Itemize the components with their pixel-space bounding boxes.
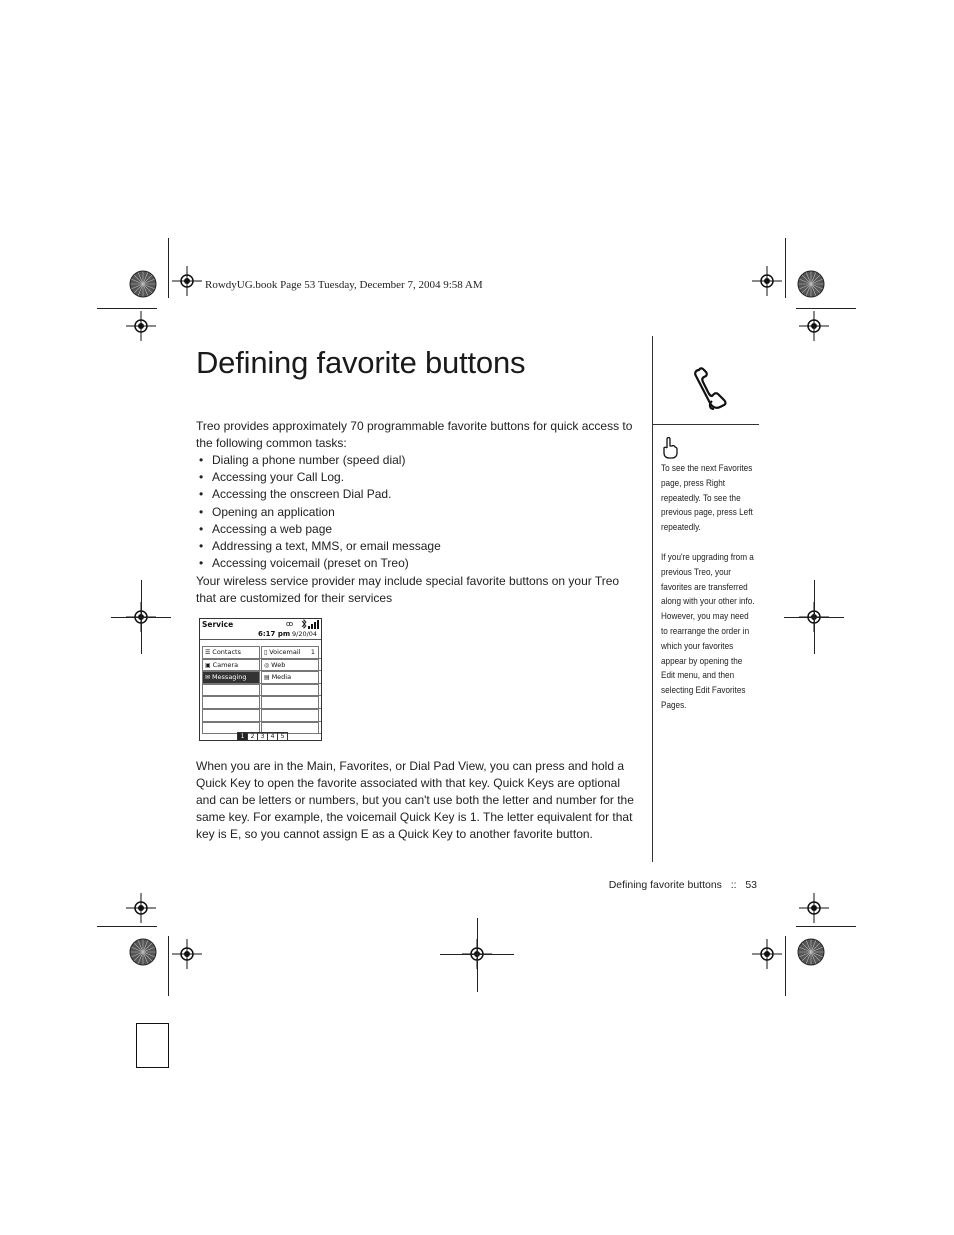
crop-mark-line bbox=[168, 238, 169, 298]
intro-paragraph: Treo provides approximately 70 programmable favorite buttons for quick access to the following common tasks: bbox=[196, 419, 633, 450]
crop-mark-line bbox=[141, 580, 142, 654]
table-row bbox=[202, 709, 321, 722]
pointing-hand-icon bbox=[661, 437, 679, 464]
list-item: • Accessing the onscreen Dial Pad. bbox=[196, 486, 641, 503]
print-header: RowdyUG.book Page 53 Tuesday, December 7, 2004 9:58 AM bbox=[205, 279, 483, 291]
page-tab-2[interactable]: 2 bbox=[247, 732, 258, 741]
sidebar-divider bbox=[652, 336, 653, 862]
crop-mark-line bbox=[785, 936, 786, 996]
sidebar-tips bbox=[661, 462, 757, 729]
favorite-button-messaging[interactable]: ✉ Messaging bbox=[202, 671, 260, 683]
registration-crosshair-icon bbox=[752, 939, 782, 969]
crop-mark-line bbox=[168, 936, 169, 996]
sidebar-divider bbox=[652, 424, 759, 425]
page-footer bbox=[580, 879, 757, 891]
registration-crosshair-icon bbox=[172, 939, 202, 969]
page-selector bbox=[237, 732, 287, 741]
favorites-grid bbox=[202, 646, 321, 734]
favorite-button-empty[interactable] bbox=[261, 709, 319, 721]
page-tab-1[interactable]: 1 bbox=[237, 732, 248, 741]
crop-mark-line bbox=[814, 580, 815, 654]
favorite-button-media[interactable]: ▤ Media bbox=[261, 671, 319, 683]
tip-next-page: To see the next Favorites page, press Right repeatedly. To see the previous page, press Left repeatedly. bbox=[661, 463, 753, 534]
thumb-tab-box bbox=[136, 1023, 169, 1068]
favorite-button-voicemail[interactable]: ▯ Voicemail 1 bbox=[261, 646, 319, 658]
task-list bbox=[196, 452, 641, 572]
list-item: • Dialing a phone number (speed dial) bbox=[196, 452, 641, 469]
service-label: Service bbox=[202, 620, 234, 629]
table-row bbox=[202, 671, 321, 684]
quick-keys-paragraph: When you are in the Main, Favorites, or Dial Pad View, you can press and hold a Quick Key to open the favorite associated with that key. Quick Keys are optional and can be letters or numbers, but you can't use both the letter and number for the same key. For example, the voicemail Quick Key is 1. The letter equivalent for that key is E, so you cannot assign E as a Quick Key to another favorite button. bbox=[196, 759, 634, 841]
sunburst-registration-icon bbox=[797, 270, 825, 298]
screenshot-status-bar bbox=[200, 619, 321, 641]
favorite-button-empty[interactable] bbox=[202, 709, 260, 721]
list-item: • Accessing voicemail (preset on Treo) bbox=[196, 555, 641, 572]
page-tab-5[interactable]: 5 bbox=[277, 732, 288, 741]
crop-mark-line bbox=[796, 926, 856, 927]
page-number: 53 bbox=[745, 879, 757, 891]
favorite-button-empty[interactable] bbox=[202, 696, 260, 708]
registration-crosshair-icon bbox=[172, 266, 202, 296]
page-tab-4[interactable]: 4 bbox=[267, 732, 278, 741]
favorite-button-empty[interactable] bbox=[202, 684, 260, 696]
list-item: • Accessing your Call Log. bbox=[196, 469, 641, 486]
favorite-button-contacts[interactable]: ☰ Contacts bbox=[202, 646, 260, 658]
favorite-button-web[interactable]: ◎ Web bbox=[261, 659, 319, 671]
registration-crosshair-icon bbox=[799, 311, 829, 341]
page-title: Defining favorite buttons bbox=[196, 345, 526, 380]
table-row bbox=[202, 684, 321, 697]
sunburst-registration-icon bbox=[129, 938, 157, 966]
favorite-button-empty[interactable] bbox=[261, 684, 319, 696]
list-item: • Addressing a text, MMS, or email message bbox=[196, 538, 641, 555]
crop-mark-line bbox=[785, 238, 786, 298]
sunburst-registration-icon bbox=[797, 938, 825, 966]
crop-mark-line bbox=[796, 308, 856, 309]
crop-mark-line bbox=[97, 308, 157, 309]
favorite-button-empty[interactable] bbox=[261, 696, 319, 708]
table-row bbox=[202, 646, 321, 659]
clock-time: 6:17 pm bbox=[258, 630, 291, 638]
clock-date: 9/20/04 bbox=[292, 630, 318, 638]
favorite-button-camera[interactable]: ▣ Camera bbox=[202, 659, 260, 671]
provider-paragraph: Your wireless service provider may include special favorite buttons on your Treo that are customized for their services bbox=[196, 574, 620, 605]
divider bbox=[200, 639, 321, 640]
table-row bbox=[202, 696, 321, 709]
registration-crosshair-icon bbox=[126, 893, 156, 923]
page-tab-3[interactable]: 3 bbox=[257, 732, 268, 741]
voicemail-indicator-icon: ꝏ bbox=[286, 620, 294, 628]
tip-upgrading: If you're upgrading from a previous Treo, your favorites are transferred along with your other info. However, you may need to rearrange the order in which your favorites appear by opening the Edit menu, and then selecting Edit Favorites Pages. bbox=[661, 551, 755, 711]
list-item: • Accessing a web page bbox=[196, 521, 641, 538]
phone-icon bbox=[690, 363, 730, 418]
crop-mark-line bbox=[477, 918, 478, 992]
registration-crosshair-icon bbox=[799, 893, 829, 923]
footer-separator: :: bbox=[730, 879, 737, 891]
list-item: • Opening an application bbox=[196, 504, 641, 521]
footer-section: Defining favorite buttons bbox=[608, 879, 722, 891]
registration-crosshair-icon bbox=[752, 266, 782, 296]
favorites-screenshot bbox=[199, 618, 322, 741]
registration-crosshair-icon bbox=[126, 311, 156, 341]
sunburst-registration-icon bbox=[129, 270, 157, 298]
table-row bbox=[202, 659, 321, 672]
crop-mark-line bbox=[97, 926, 157, 927]
